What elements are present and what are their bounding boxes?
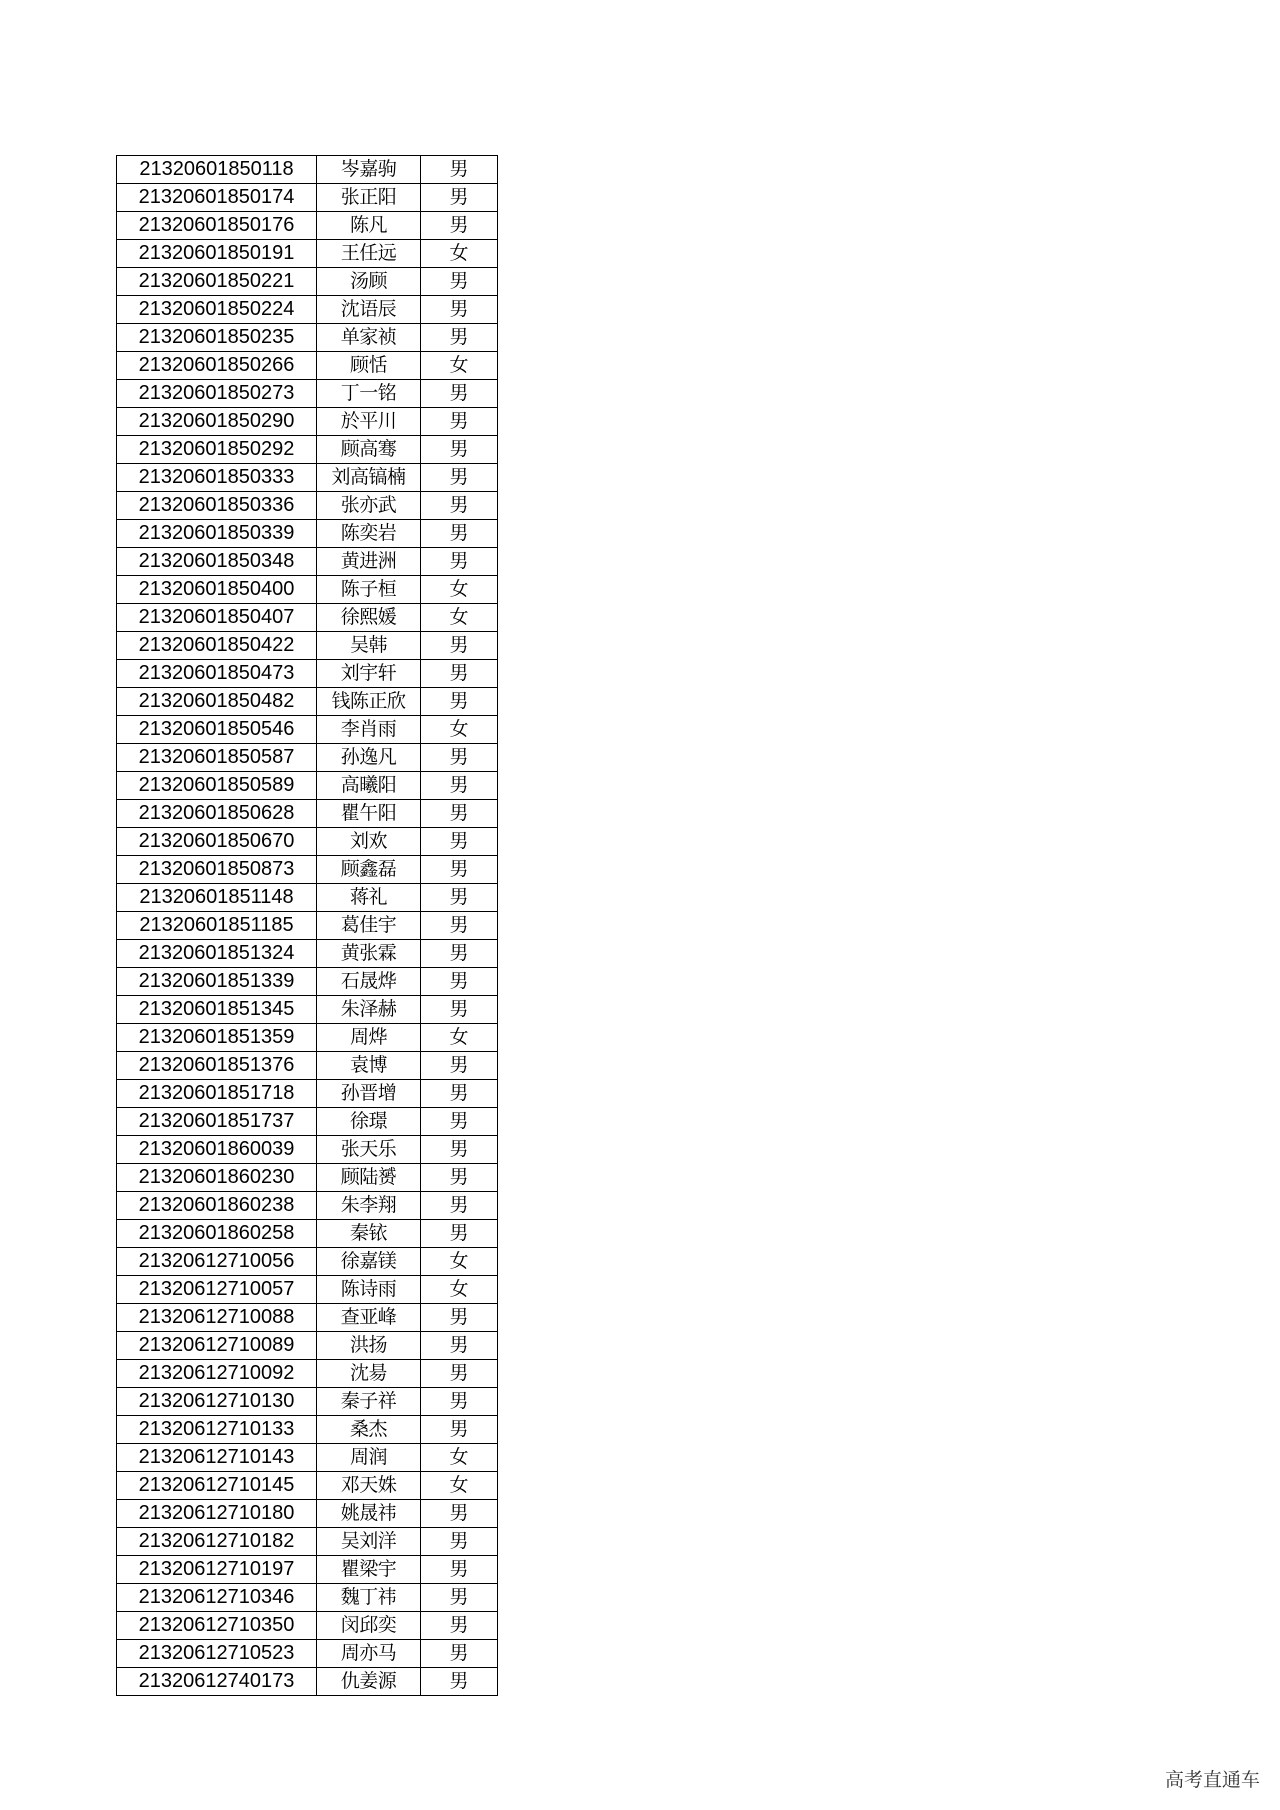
student-id-cell: 21320612710197	[117, 1556, 317, 1584]
student-gender-cell: 男	[421, 1164, 498, 1192]
table-row	[117, 1304, 498, 1332]
student-id-cell: 21320612710133	[117, 1416, 317, 1444]
table-row	[117, 632, 498, 660]
student-name-cell: 朱泽赫	[317, 996, 421, 1024]
student-id-cell: 21320601850221	[117, 268, 317, 296]
table-row	[117, 436, 498, 464]
table-row	[117, 1360, 498, 1388]
student-name-cell: 邓天姝	[317, 1472, 421, 1500]
student-id-cell: 21320612710523	[117, 1640, 317, 1668]
table-row	[117, 1556, 498, 1584]
student-gender-cell: 男	[421, 772, 498, 800]
student-gender-cell: 男	[421, 156, 498, 184]
student-gender-cell: 女	[421, 240, 498, 268]
student-id-cell: 21320601850333	[117, 464, 317, 492]
student-id-cell: 21320601851148	[117, 884, 317, 912]
student-id-cell: 21320612710088	[117, 1304, 317, 1332]
student-id-cell: 21320601850176	[117, 212, 317, 240]
table-row	[117, 1500, 498, 1528]
table-row	[117, 1024, 498, 1052]
student-id-cell: 21320601850670	[117, 828, 317, 856]
table-row	[117, 1584, 498, 1612]
student-gender-cell: 男	[421, 828, 498, 856]
student-id-cell: 21320612740173	[117, 1668, 317, 1696]
table-row	[117, 1080, 498, 1108]
student-name-cell: 仇姜源	[317, 1668, 421, 1696]
student-name-cell: 刘宇轩	[317, 660, 421, 688]
student-name-cell: 吴韩	[317, 632, 421, 660]
student-id-cell: 21320601850339	[117, 520, 317, 548]
student-id-cell: 21320601851737	[117, 1108, 317, 1136]
student-name-cell: 陈子桓	[317, 576, 421, 604]
student-gender-cell: 男	[421, 408, 498, 436]
table-row	[117, 744, 498, 772]
student-name-cell: 蒋礼	[317, 884, 421, 912]
table-row	[117, 1052, 498, 1080]
student-name-cell: 张正阳	[317, 184, 421, 212]
student-gender-cell: 男	[421, 268, 498, 296]
table-row	[117, 1640, 498, 1668]
student-id-cell: 21320601850422	[117, 632, 317, 660]
table-row	[117, 1668, 498, 1696]
watermark-logo: 高考直通车	[1164, 1769, 1260, 1791]
student-gender-cell: 男	[421, 1416, 498, 1444]
student-id-cell: 21320601850473	[117, 660, 317, 688]
student-name-cell: 刘欢	[317, 828, 421, 856]
student-gender-cell: 女	[421, 1444, 498, 1472]
student-name-cell: 於平川	[317, 408, 421, 436]
table-row	[117, 1612, 498, 1640]
student-id-cell: 21320601850290	[117, 408, 317, 436]
student-name-cell: 葛佳宇	[317, 912, 421, 940]
student-gender-cell: 女	[421, 716, 498, 744]
student-gender-cell: 男	[421, 912, 498, 940]
student-name-cell: 陈凡	[317, 212, 421, 240]
student-name-cell: 洪扬	[317, 1332, 421, 1360]
table-row	[117, 380, 498, 408]
student-id-cell: 21320601851339	[117, 968, 317, 996]
student-id-cell: 21320601851376	[117, 1052, 317, 1080]
table-row	[117, 968, 498, 996]
student-id-cell: 21320601850589	[117, 772, 317, 800]
student-name-cell: 徐熙媛	[317, 604, 421, 632]
table-row	[117, 604, 498, 632]
table-row	[117, 940, 498, 968]
student-gender-cell: 男	[421, 548, 498, 576]
table-row	[117, 212, 498, 240]
student-gender-cell: 男	[421, 996, 498, 1024]
student-id-cell: 21320612710057	[117, 1276, 317, 1304]
student-id-cell: 21320601851345	[117, 996, 317, 1024]
table-row	[117, 1276, 498, 1304]
student-id-cell: 21320601850235	[117, 324, 317, 352]
student-name-cell: 朱李翔	[317, 1192, 421, 1220]
student-name-cell: 陈诗雨	[317, 1276, 421, 1304]
student-name-cell: 沈昜	[317, 1360, 421, 1388]
student-id-cell: 21320601850191	[117, 240, 317, 268]
table-row	[117, 408, 498, 436]
student-gender-cell: 男	[421, 1584, 498, 1612]
student-gender-cell: 男	[421, 1388, 498, 1416]
student-gender-cell: 男	[421, 1304, 498, 1332]
student-id-cell: 21320601851324	[117, 940, 317, 968]
student-name-cell: 黄进洲	[317, 548, 421, 576]
table-row	[117, 1164, 498, 1192]
table-row	[117, 1192, 498, 1220]
table-row	[117, 1332, 498, 1360]
table-row	[117, 520, 498, 548]
student-gender-cell: 女	[421, 1472, 498, 1500]
student-gender-cell: 女	[421, 352, 498, 380]
student-gender-cell: 男	[421, 380, 498, 408]
student-id-cell: 21320601851718	[117, 1080, 317, 1108]
student-id-cell: 21320601850273	[117, 380, 317, 408]
student-gender-cell: 男	[421, 1136, 498, 1164]
student-gender-cell: 女	[421, 604, 498, 632]
student-gender-cell: 男	[421, 464, 498, 492]
table-row	[117, 828, 498, 856]
student-gender-cell: 男	[421, 184, 498, 212]
student-name-cell: 周亦马	[317, 1640, 421, 1668]
student-name-cell: 瞿午阳	[317, 800, 421, 828]
student-gender-cell: 男	[421, 856, 498, 884]
table-row	[117, 156, 498, 184]
student-id-cell: 21320612710182	[117, 1528, 317, 1556]
student-gender-cell: 女	[421, 576, 498, 604]
student-gender-cell: 男	[421, 436, 498, 464]
table-row	[117, 1248, 498, 1276]
student-name-cell: 查亚峰	[317, 1304, 421, 1332]
student-name-cell: 王任远	[317, 240, 421, 268]
student-name-cell: 张亦武	[317, 492, 421, 520]
student-gender-cell: 男	[421, 688, 498, 716]
student-name-cell: 钱陈正欣	[317, 688, 421, 716]
student-list-body	[117, 156, 498, 1696]
table-row	[117, 1528, 498, 1556]
student-name-cell: 岑嘉驹	[317, 156, 421, 184]
student-id-cell: 21320612710350	[117, 1612, 317, 1640]
student-id-cell: 21320612710130	[117, 1388, 317, 1416]
student-name-cell: 沈语辰	[317, 296, 421, 324]
student-id-cell: 21320612710143	[117, 1444, 317, 1472]
student-id-cell: 21320601860230	[117, 1164, 317, 1192]
student-gender-cell: 男	[421, 1080, 498, 1108]
student-id-cell: 21320612710180	[117, 1500, 317, 1528]
student-id-cell: 21320612710056	[117, 1248, 317, 1276]
student-name-cell: 顾陆赟	[317, 1164, 421, 1192]
student-gender-cell: 男	[421, 884, 498, 912]
student-name-cell: 孙逸凡	[317, 744, 421, 772]
table-row	[117, 660, 498, 688]
student-name-cell: 顾鑫磊	[317, 856, 421, 884]
student-name-cell: 张天乐	[317, 1136, 421, 1164]
table-row	[117, 716, 498, 744]
student-list-table	[116, 155, 498, 1696]
table-row	[117, 352, 498, 380]
student-id-cell: 21320601850407	[117, 604, 317, 632]
student-gender-cell: 男	[421, 1360, 498, 1388]
student-gender-cell: 男	[421, 1528, 498, 1556]
student-gender-cell: 男	[421, 968, 498, 996]
student-gender-cell: 女	[421, 1024, 498, 1052]
table-row	[117, 1388, 498, 1416]
table-row	[117, 576, 498, 604]
table-row	[117, 1108, 498, 1136]
student-name-cell: 瞿梁宇	[317, 1556, 421, 1584]
student-name-cell: 石晟烨	[317, 968, 421, 996]
table-row	[117, 1220, 498, 1248]
student-name-cell: 陈奕岩	[317, 520, 421, 548]
student-id-cell: 21320601860039	[117, 1136, 317, 1164]
student-gender-cell: 男	[421, 744, 498, 772]
student-id-cell: 21320601850482	[117, 688, 317, 716]
student-name-cell: 黄张霖	[317, 940, 421, 968]
student-gender-cell: 男	[421, 1668, 498, 1696]
student-gender-cell: 男	[421, 632, 498, 660]
student-gender-cell: 男	[421, 1220, 498, 1248]
student-id-cell: 21320601850873	[117, 856, 317, 884]
student-gender-cell: 男	[421, 940, 498, 968]
table-row	[117, 268, 498, 296]
student-id-cell: 21320612710346	[117, 1584, 317, 1612]
table-row	[117, 688, 498, 716]
student-name-cell: 丁一铭	[317, 380, 421, 408]
table-row	[117, 240, 498, 268]
table-row	[117, 884, 498, 912]
student-gender-cell: 男	[421, 1192, 498, 1220]
student-id-cell: 21320601850348	[117, 548, 317, 576]
student-gender-cell: 女	[421, 1248, 498, 1276]
table-row	[117, 912, 498, 940]
student-name-cell: 徐嘉镁	[317, 1248, 421, 1276]
student-id-cell: 21320601851185	[117, 912, 317, 940]
student-id-cell: 21320601850118	[117, 156, 317, 184]
student-name-cell: 桑杰	[317, 1416, 421, 1444]
student-gender-cell: 男	[421, 324, 498, 352]
table-row	[117, 1136, 498, 1164]
table-row	[117, 800, 498, 828]
table-row	[117, 1472, 498, 1500]
table-row	[117, 184, 498, 212]
student-name-cell: 魏丁祎	[317, 1584, 421, 1612]
table-row	[117, 856, 498, 884]
student-id-cell: 21320601850587	[117, 744, 317, 772]
student-gender-cell: 男	[421, 520, 498, 548]
student-id-cell: 21320601850224	[117, 296, 317, 324]
student-id-cell: 21320601860258	[117, 1220, 317, 1248]
student-name-cell: 周润	[317, 1444, 421, 1472]
table-row	[117, 464, 498, 492]
student-gender-cell: 男	[421, 1556, 498, 1584]
table-row	[117, 772, 498, 800]
student-gender-cell: 男	[421, 1612, 498, 1640]
student-id-cell: 21320601850266	[117, 352, 317, 380]
student-name-cell: 秦铱	[317, 1220, 421, 1248]
student-gender-cell: 男	[421, 212, 498, 240]
table-row	[117, 324, 498, 352]
table-row	[117, 296, 498, 324]
student-name-cell: 闵邱奕	[317, 1612, 421, 1640]
table-row	[117, 492, 498, 520]
student-id-cell: 21320601850292	[117, 436, 317, 464]
student-name-cell: 吴刘洋	[317, 1528, 421, 1556]
student-name-cell: 刘高镐楠	[317, 464, 421, 492]
student-id-cell: 21320612710092	[117, 1360, 317, 1388]
student-id-cell: 21320601850400	[117, 576, 317, 604]
student-id-cell: 21320601851359	[117, 1024, 317, 1052]
student-name-cell: 徐璟	[317, 1108, 421, 1136]
student-gender-cell: 男	[421, 1052, 498, 1080]
student-name-cell: 秦子祥	[317, 1388, 421, 1416]
table-row	[117, 1444, 498, 1472]
student-gender-cell: 男	[421, 660, 498, 688]
student-id-cell: 21320601860238	[117, 1192, 317, 1220]
student-name-cell: 姚晟祎	[317, 1500, 421, 1528]
student-gender-cell: 男	[421, 492, 498, 520]
student-gender-cell: 男	[421, 1108, 498, 1136]
student-id-cell: 21320601850336	[117, 492, 317, 520]
student-name-cell: 汤顾	[317, 268, 421, 296]
student-name-cell: 李肖雨	[317, 716, 421, 744]
student-id-cell: 21320601850174	[117, 184, 317, 212]
student-id-cell: 21320601850628	[117, 800, 317, 828]
student-name-cell: 袁博	[317, 1052, 421, 1080]
student-name-cell: 顾高骞	[317, 436, 421, 464]
student-gender-cell: 男	[421, 1640, 498, 1668]
student-name-cell: 孙晋增	[317, 1080, 421, 1108]
student-id-cell: 21320612710145	[117, 1472, 317, 1500]
student-id-cell: 21320601850546	[117, 716, 317, 744]
student-name-cell: 高曦阳	[317, 772, 421, 800]
student-gender-cell: 男	[421, 1332, 498, 1360]
student-name-cell: 单家祯	[317, 324, 421, 352]
table-row	[117, 996, 498, 1024]
student-name-cell: 顾恬	[317, 352, 421, 380]
student-gender-cell: 男	[421, 800, 498, 828]
student-gender-cell: 男	[421, 1500, 498, 1528]
table-row	[117, 1416, 498, 1444]
student-id-cell: 21320612710089	[117, 1332, 317, 1360]
table-row	[117, 548, 498, 576]
student-gender-cell: 女	[421, 1276, 498, 1304]
student-gender-cell: 男	[421, 296, 498, 324]
student-name-cell: 周烨	[317, 1024, 421, 1052]
